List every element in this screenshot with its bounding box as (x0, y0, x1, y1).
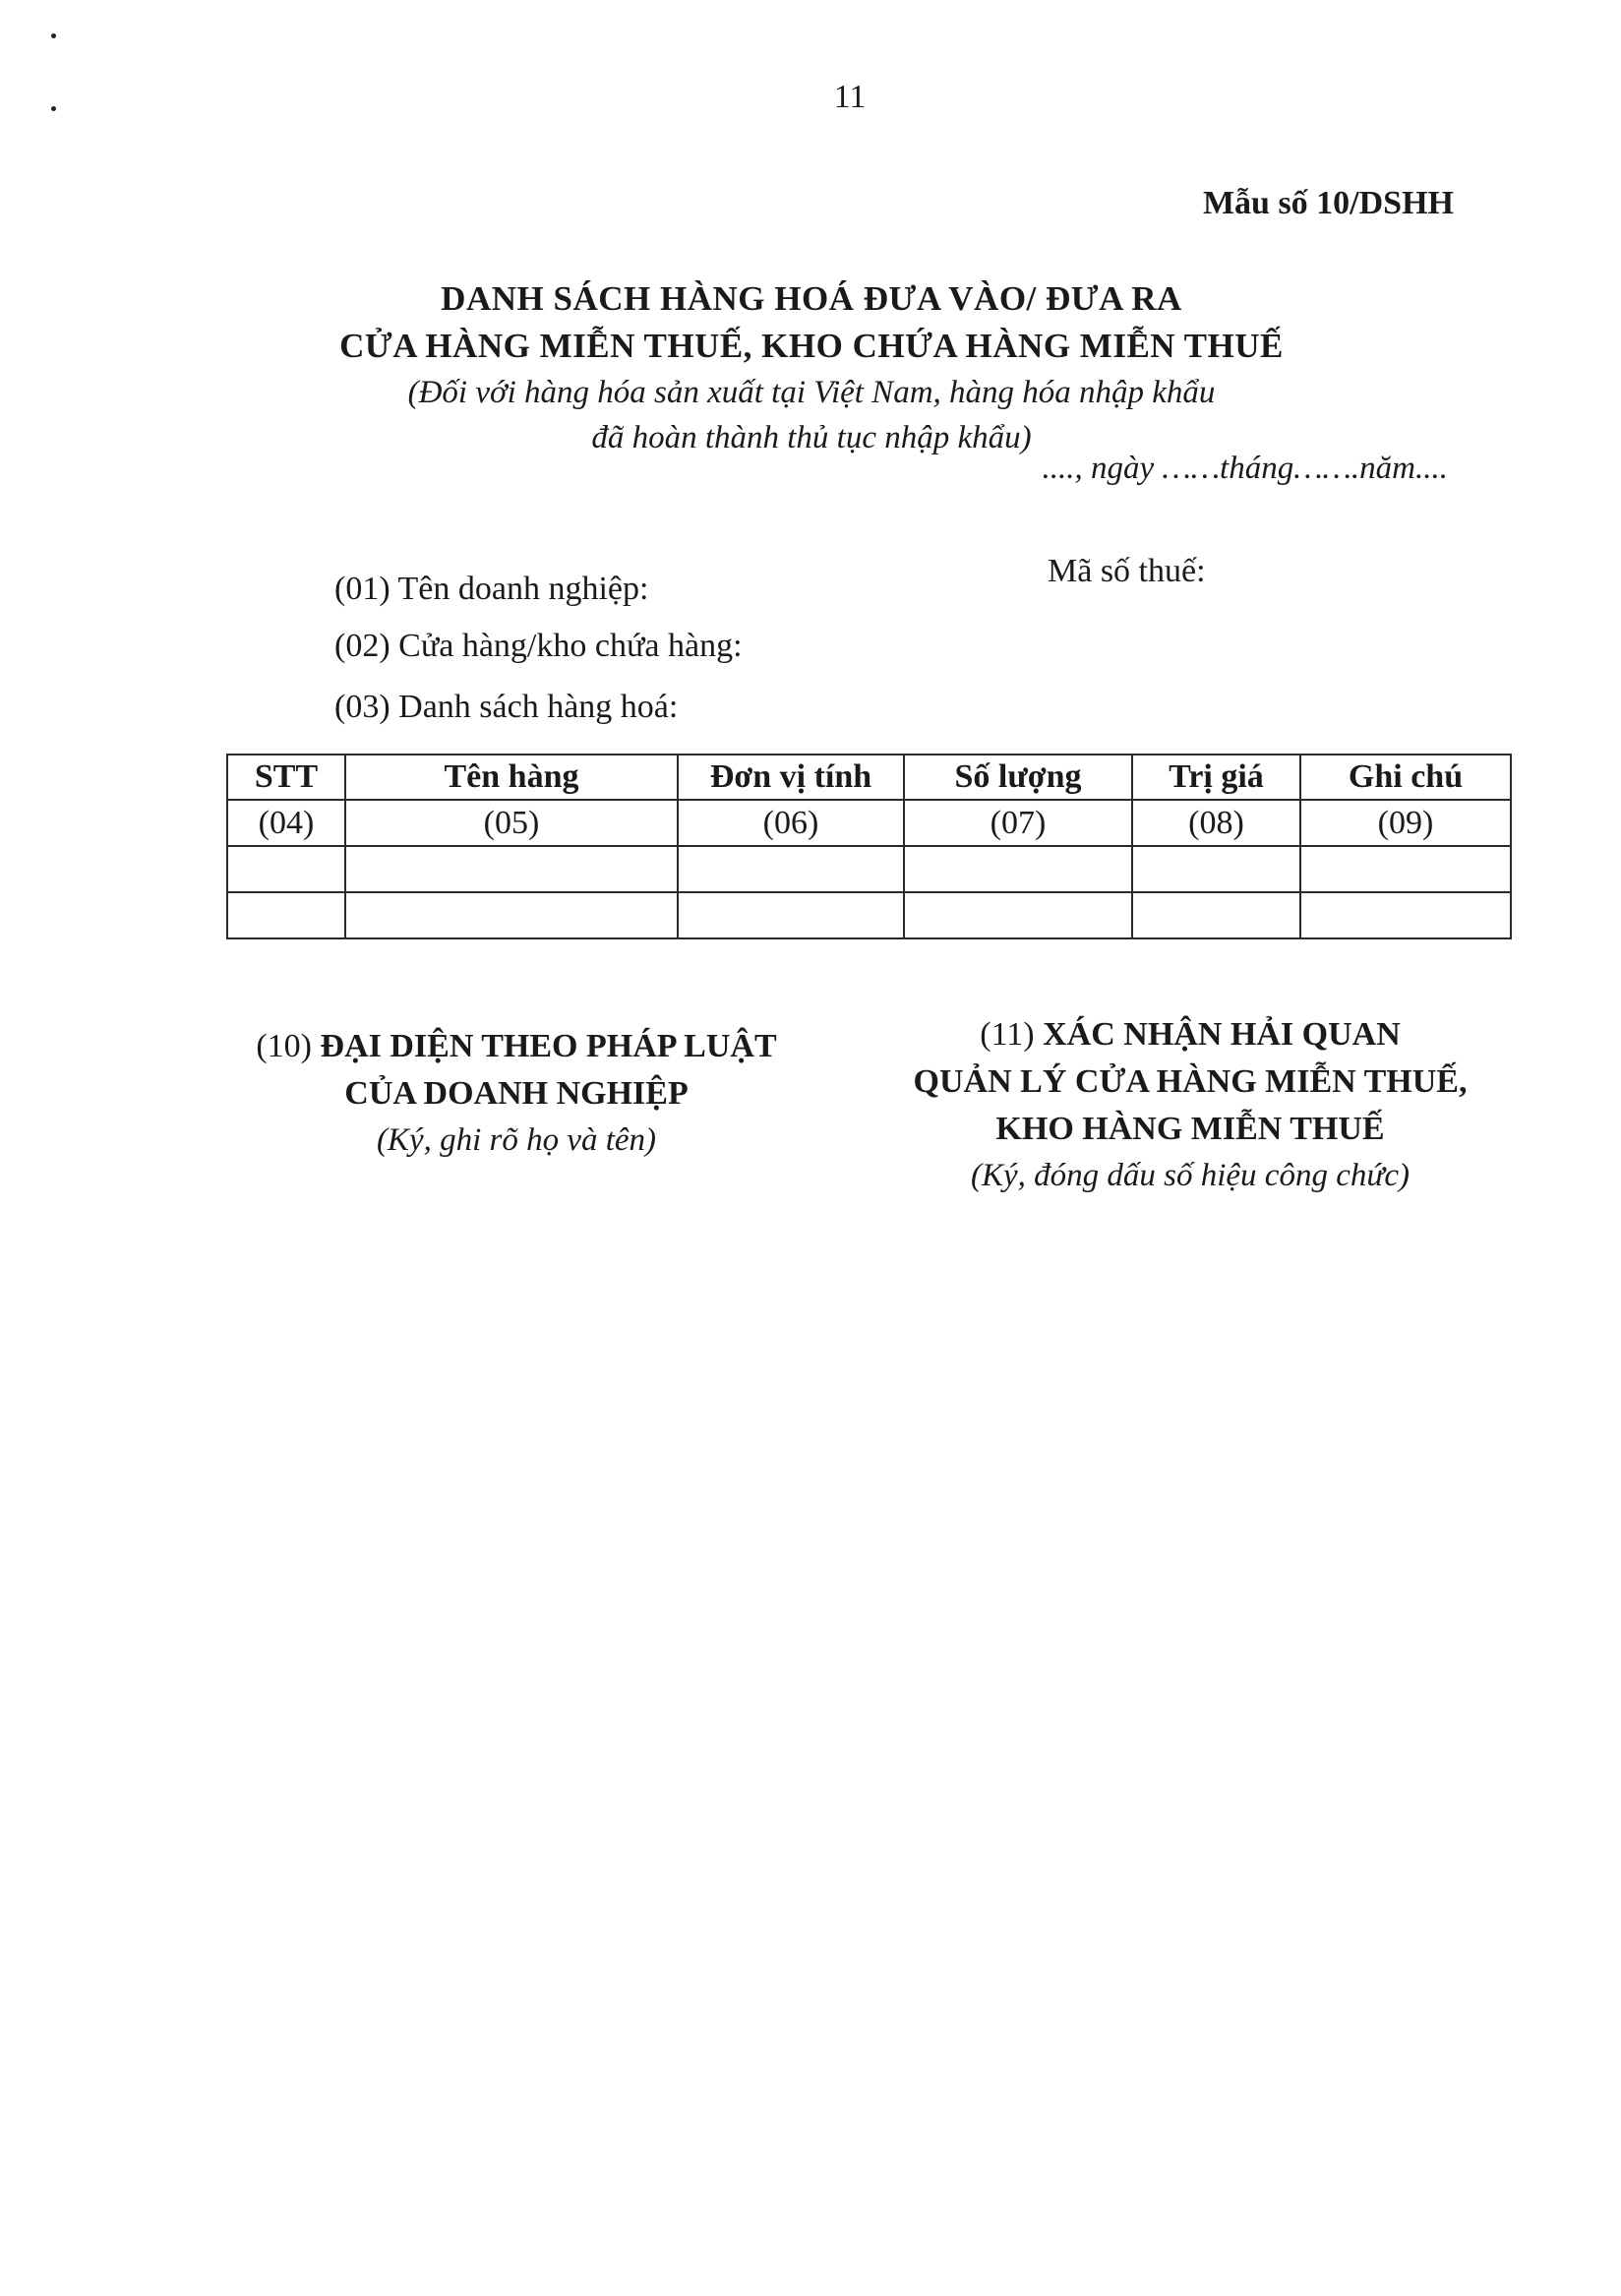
empty-cell (227, 892, 345, 938)
signature-left-number: (10) (256, 1028, 313, 1064)
signature-left-title-1 (202, 1023, 831, 1070)
code-cell: (07) (904, 800, 1132, 846)
header-item-name: Tên hàng (345, 755, 678, 800)
goods-list-field: (03) Danh sách hàng hoá: (334, 689, 679, 725)
header-stt: STT (227, 755, 345, 800)
date-line: ...., ngày ……tháng…….năm.... (1042, 451, 1448, 486)
table-row (227, 892, 1511, 938)
empty-cell (678, 892, 904, 938)
table-row (227, 846, 1511, 892)
header-unit: Đơn vị tính (678, 755, 904, 800)
signature-right-note: (Ký, đóng dấu số hiệu công chức) (971, 1158, 1410, 1193)
code-cell: (09) (1300, 800, 1511, 846)
header-note: Ghi chú (1300, 755, 1511, 800)
title-line-2: CỬA HÀNG MIỄN THUẾ, KHO CHỨA HÀNG MIỄN THUẾ (339, 327, 1284, 365)
signature-right-title-1 (846, 1011, 1534, 1058)
signature-right-number: (11) (980, 1016, 1035, 1053)
code-cell: (08) (1132, 800, 1300, 846)
empty-cell (678, 846, 904, 892)
signature-left-note: (Ký, ghi rõ họ và tên) (376, 1122, 657, 1158)
code-cell: (06) (678, 800, 904, 846)
store-field: (02) Cửa hàng/kho chứa hàng: (334, 628, 743, 664)
empty-cell (345, 892, 678, 938)
signature-left-line-2: CỦA DOANH NGHIỆP (344, 1075, 689, 1112)
empty-cell (1132, 846, 1300, 892)
header-value: Trị giá (1132, 755, 1300, 800)
code-cell: (05) (345, 800, 678, 846)
signature-right (846, 1011, 1534, 1198)
empty-cell (1132, 892, 1300, 938)
subtitle-line-2: đã hoàn thành thủ tục nhập khẩu) (591, 420, 1032, 455)
header-quantity: Số lượng (904, 755, 1132, 800)
scan-mark-dot (51, 33, 56, 38)
signature-left-line-1: ĐẠI DIỆN THEO PHÁP LUẬT (320, 1028, 777, 1064)
empty-cell (1300, 892, 1511, 938)
code-cell: (04) (227, 800, 345, 846)
signature-left (202, 1023, 831, 1163)
title-line-1: DANH SÁCH HÀNG HOÁ ĐƯA VÀO/ ĐƯA RA (441, 279, 1182, 318)
page-number: 11 (833, 79, 867, 115)
empty-cell (904, 846, 1132, 892)
empty-cell (227, 846, 345, 892)
signature-right-line-2: QUẢN LÝ CỬA HÀNG MIỄN THUẾ, (913, 1063, 1468, 1100)
subtitle-line-1: (Đối với hàng hóa sản xuất tại Việt Nam, hàng hóa nhập khẩu (407, 375, 1216, 410)
empty-cell (345, 846, 678, 892)
signature-right-line-3: KHO HÀNG MIỄN THUẾ (995, 1111, 1385, 1147)
form-code: Mẫu số 10/DSHH (1202, 185, 1454, 221)
document-title (246, 275, 1377, 460)
goods-table (226, 754, 1512, 939)
empty-cell (1300, 846, 1511, 892)
tax-code-field: Mã số thuế: (1048, 553, 1206, 589)
empty-cell (904, 892, 1132, 938)
signature-right-line-1: XÁC NHẬN HẢI QUAN (1043, 1016, 1401, 1053)
company-name-field: (01) Tên doanh nghiệp: (334, 571, 649, 607)
table-code-row (227, 800, 1511, 846)
table-header-row (227, 755, 1511, 800)
